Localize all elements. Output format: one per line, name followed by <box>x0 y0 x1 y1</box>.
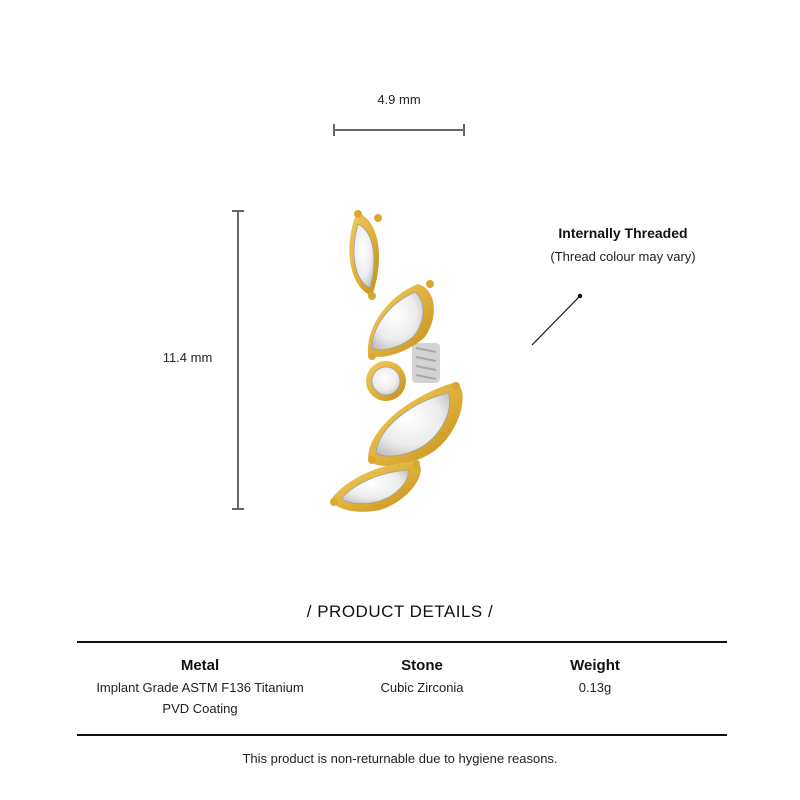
metal-column <box>80 655 320 719</box>
callout-pointer-line <box>528 290 588 350</box>
earring-product-image <box>320 200 480 520</box>
metal-heading: Metal <box>180 657 220 674</box>
height-dimension-cap-top <box>232 210 244 212</box>
product-details-heading: / PRODUCT DETAILS / <box>306 602 494 621</box>
return-policy-note: This product is non-returnable due to hygiene reasons. <box>242 751 558 766</box>
width-dimension-line <box>333 129 465 131</box>
width-dimension-label: 4.9 mm <box>377 92 421 107</box>
thread-post <box>412 343 440 383</box>
metal-line-1: Implant Grade ASTM F136 Titanium <box>96 680 304 695</box>
divider-bottom <box>77 734 727 736</box>
marquise-stone-5 <box>330 460 421 512</box>
height-dimension-cap-bottom <box>232 508 244 510</box>
height-dimension-label: 11.4 mm <box>162 350 213 365</box>
divider-top <box>77 641 727 643</box>
width-dimension-cap-right <box>463 124 465 136</box>
stone-value: Cubic Zirconia <box>380 680 464 695</box>
weight-column <box>520 655 670 698</box>
width-dimension-cap-left <box>333 124 335 136</box>
marquise-stone-1 <box>349 210 382 300</box>
stone-heading: Stone <box>401 657 443 674</box>
round-stone <box>366 361 406 401</box>
weight-value: 0.13g <box>578 680 612 695</box>
height-dimension-line <box>237 210 239 510</box>
callout-subtitle: (Thread colour may vary) <box>550 249 696 264</box>
weight-heading: Weight <box>570 657 620 674</box>
stone-column <box>342 655 502 698</box>
metal-line-2: PVD Coating <box>162 701 238 716</box>
callout-title: Internally Threaded <box>558 225 688 241</box>
